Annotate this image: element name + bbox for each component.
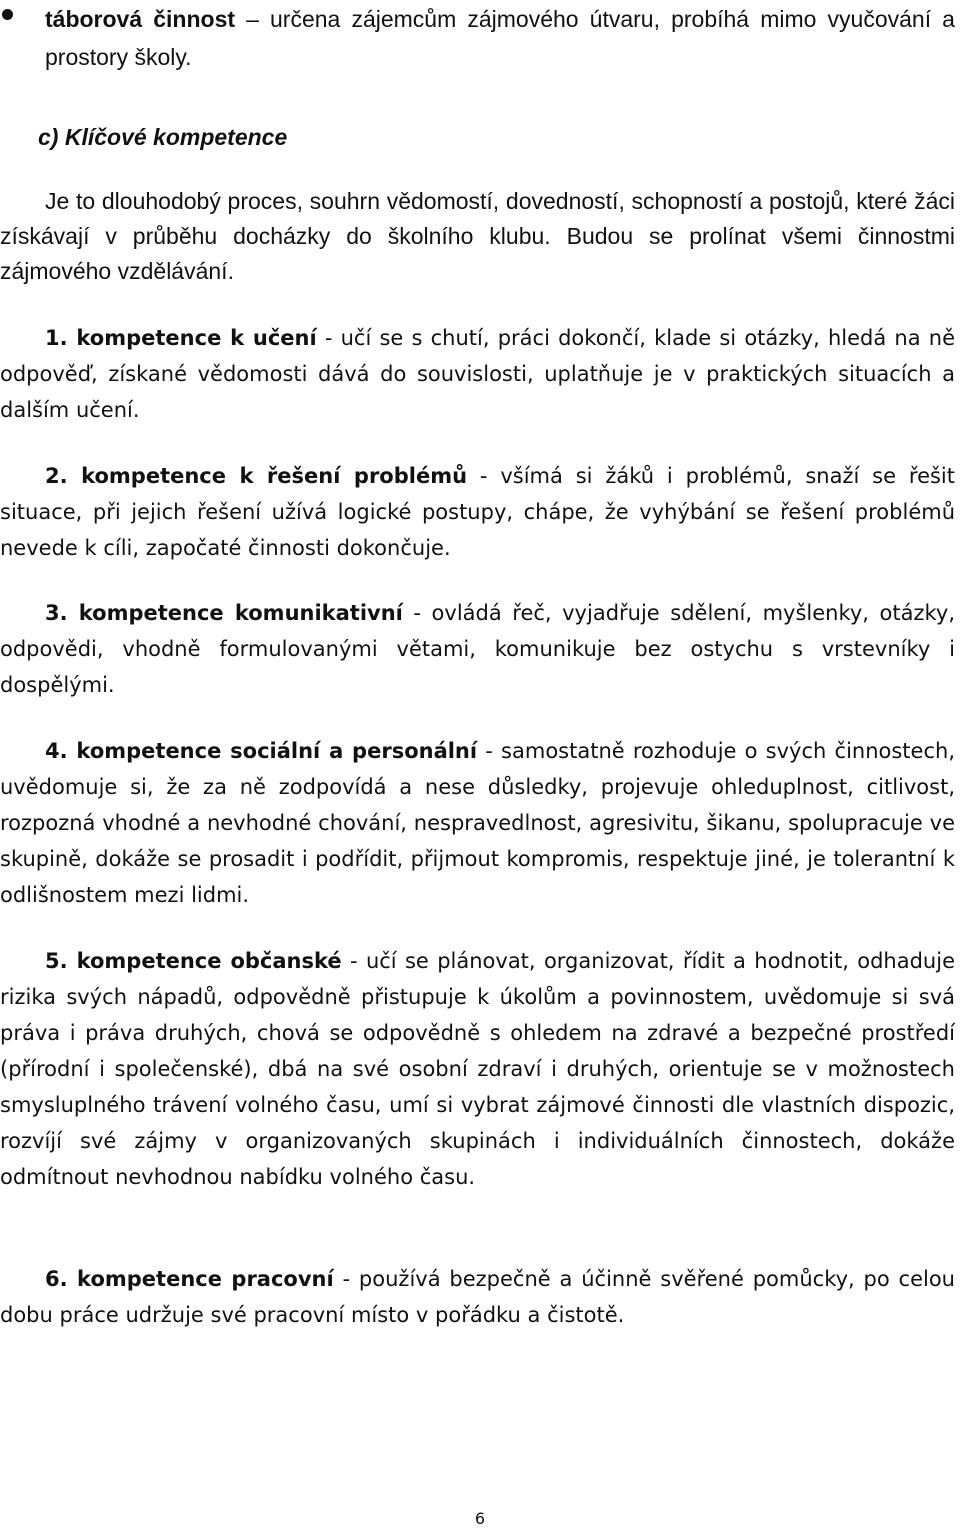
competence-text: - všímá si žáků i problémů, snaží se řešit situace, při jejich řešení užívá logické postupy, chápe, že vyhýbání se řešení problémů nevede k cíli, započaté činnosti dokončuje.: [0, 464, 955, 560]
competence-communication: [0, 595, 955, 703]
competence-learning: [0, 320, 955, 428]
competence-text: - používá bezpečně a účinně svěřené pomůcky, po celou dobu práce udržuje své pracovní místo v pořádku a čistotě.: [0, 1267, 955, 1327]
bullet-item-camp-activity: [0, 0, 955, 76]
bullet-text: [45, 0, 955, 76]
competence-title: 5. kompetence občanské: [45, 949, 342, 973]
competence-title: 3. kompetence komunikativní: [45, 601, 403, 625]
competence-title: 6. kompetence pracovní: [45, 1267, 334, 1291]
competence-title: 2. kompetence k řešení problémů: [45, 464, 468, 488]
competence-text: - učí se plánovat, organizovat, řídit a hodnotit, odhaduje rizika svých nápadů, odpovědně přistupuje k úkolům a povinnostem, uvědomuje si svá práva i práva druhých, chová se odpovědně s ohledem na zdravé a bezpečné prostředí (přírodní i společenské), dbá na své osobní zdraví i druhých, orientuje se v možnostech smysluplného trávení volného času, umí si vybrat zájmové činnosti dle vlastních dispozic, rozvíjí své zájmy v organizovaných skupinách i individuálních činnostech, dokáže odmítnout nevhodnou nabídku volného času.: [0, 949, 955, 1189]
competence-social-personal: [0, 733, 955, 913]
competence-work: [0, 1261, 955, 1333]
bullet-dot-icon: [2, 9, 13, 20]
competence-text: - učí se s chutí, práci dokončí, klade si otázky, hledá na ně odpověď, získané vědomosti dává do souvislosti, uplatňuje je v praktických situacích a dalším učení.: [0, 326, 955, 422]
bullet-term: táborová činnost: [45, 6, 236, 32]
competence-title: 1. kompetence k učení: [45, 326, 317, 350]
competence-civic: [0, 943, 955, 1195]
bullet-rest: určena zájemcům zájmového útvaru, probíhá mimo vyučování a prostory školy.: [45, 6, 955, 70]
competence-problem-solving: [0, 458, 955, 566]
competence-text: - samostatně rozhoduje o svých činnostech, uvědomuje si, že za ně zodpovídá a nese důsledky, projevuje ohleduplnost, citlivost, rozpozná vhodné a nevhodné chování, nespravedlnost, agresivitu, šikanu, spolupracuje ve skupině, dokáže se prosadit i podřídit, přijmout kompromis, respektuje jiné, je tolerantní k odlišnostem mezi lidmi.: [0, 739, 955, 907]
competence-text: - ovládá řeč, vyjadřuje sdělení, myšlenky, otázky, odpovědi, vhodně formulovanými větami, komunikuje bez ostychu s vrstevníky i dospělými.: [0, 601, 956, 697]
bullet-dash: –: [235, 6, 271, 32]
section-intro: Je to dlouhodobý proces, souhrn vědomostí, dovedností, schopností a postojů, které žáci získávají v průběhu docházky do školního klubu. Budou se prolínat všemi činnostmi zájmového vzdělávání.: [0, 188, 955, 284]
section-heading: c) Klíčové kompetence: [38, 124, 288, 150]
competence-title: 4. kompetence sociální a personální: [45, 739, 478, 763]
page-number: 6: [474, 1509, 486, 1528]
